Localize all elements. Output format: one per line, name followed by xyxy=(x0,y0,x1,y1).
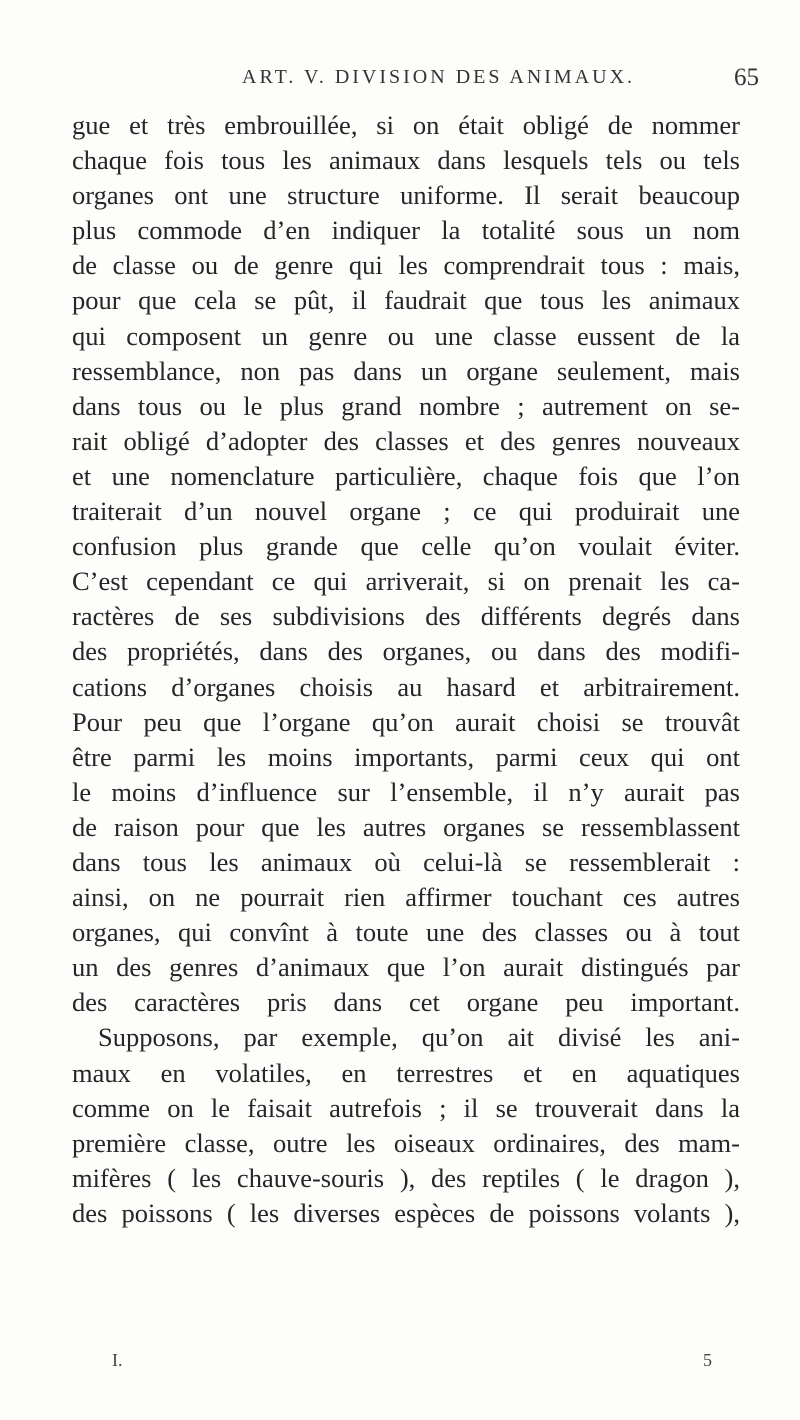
text-line: ractères de ses subdivisions des différents degrés dans xyxy=(72,601,740,632)
text-line: C’est cependant ce qui arriverait, si on prenait les ca- xyxy=(72,566,740,597)
gathering-signature: 5 xyxy=(703,1350,712,1370)
text-line: et une nomenclature particulière, chaque fois que l’on xyxy=(72,460,740,491)
text-line: dans tous les animaux où celui-là se ressemblerait : xyxy=(72,846,740,877)
text-line: cations d’organes choisis au hasard et arbitrairement. xyxy=(72,671,740,702)
text-line: mifères ( les chauve-souris ), des reptiles ( le dragon ), xyxy=(72,1162,740,1193)
text-line: chaque fois tous les animaux dans lesquels tels ou tels xyxy=(72,145,740,176)
text-line: dans tous ou le plus grand nombre ; autrement on se- xyxy=(72,390,740,421)
text-line: maux en volatiles, en terrestres et en aquatiques xyxy=(72,1057,740,1088)
volume-signature: I. xyxy=(112,1350,123,1370)
text-line: ainsi, on ne pourrait rien affirmer touchant ces autres xyxy=(72,882,740,913)
text-line: plus commode d’en indiquer la totalité sous un nom xyxy=(72,215,740,246)
text-line: de raison pour que les autres organes se ressemblassent xyxy=(72,811,740,842)
text-line: confusion plus grande que celle qu’on voulait éviter. xyxy=(72,531,740,562)
text-line: première classe, outre les oiseaux ordinaires, des mam- xyxy=(72,1127,740,1158)
text-line: qui composent un genre ou une classe eussent de la xyxy=(72,320,740,351)
text-line: rait obligé d’adopter des classes et des genres nouveaux xyxy=(72,425,740,456)
running-title: ART. V. DIVISION DES ANIMAUX. xyxy=(242,66,636,88)
text-line: être parmi les moins importants, parmi ceux qui ont xyxy=(72,741,740,772)
text-line: pour que cela se pût, il faudrait que tous les animaux xyxy=(72,285,740,316)
text-line: organes, qui convînt à toute une des classes ou à tout xyxy=(72,917,740,948)
text-line: Pour peu que l’organe qu’on aurait choisi se trouvât xyxy=(72,706,740,737)
signature-row xyxy=(0,1350,800,1380)
page-number: 65 xyxy=(734,64,759,91)
text-line: gue et très embrouillée, si on était obligé de nommer xyxy=(72,110,740,140)
text-line: traiterait d’un nouvel organe ; ce qui produirait une xyxy=(72,496,740,527)
text-line: des propriétés, dans des organes, ou dans des modifi- xyxy=(72,636,740,667)
text-line: des poissons ( les diverses espèces de poissons volants ), xyxy=(72,1197,740,1228)
text-line: comme on le faisait autrefois ; il se trouverait dans la xyxy=(72,1092,740,1123)
text-line: le moins d’influence sur l’ensemble, il n’y aurait pas xyxy=(72,776,740,807)
text-line: des caractères pris dans cet organe peu important. xyxy=(72,987,740,1018)
text-line: organes ont une structure uniforme. Il serait beaucoup xyxy=(72,180,740,211)
text-line: ressemblance, non pas dans un organe seulement, mais xyxy=(72,355,740,386)
text-line: un des genres d’animaux que l’on aurait distingués par xyxy=(72,952,740,983)
body-text xyxy=(72,108,740,1346)
text-line-paragraph-start: Supposons, par exemple, qu’on ait divisé les ani- xyxy=(98,1022,740,1053)
text-line: de classe ou de genre qui les comprendrait tous : mais, xyxy=(72,250,740,281)
running-head xyxy=(0,66,800,98)
